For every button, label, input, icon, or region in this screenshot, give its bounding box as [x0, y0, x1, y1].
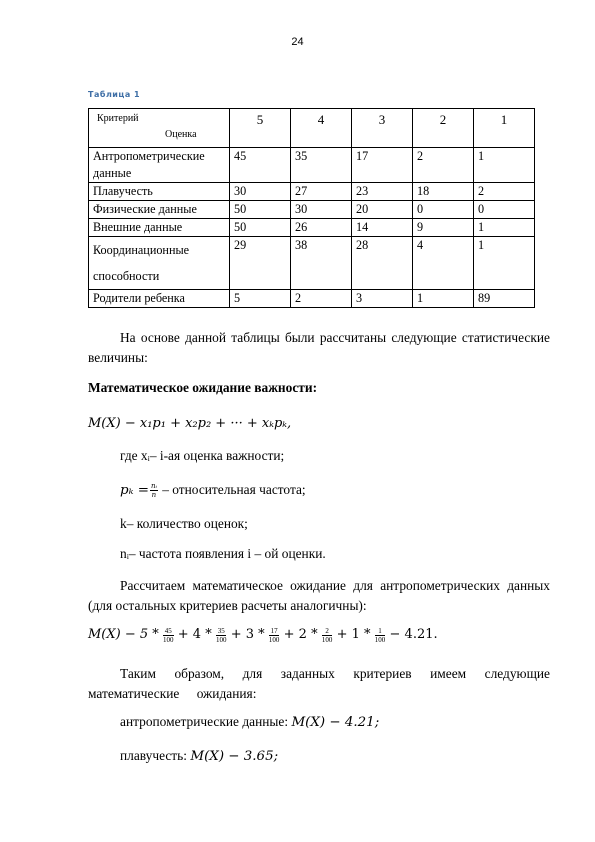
fraction-numerator: 2	[322, 627, 333, 636]
table-cell: 0	[474, 201, 535, 219]
conclusion-paragraph: Таким образом, для заданных критериев имеем следующие математические ожидания:	[88, 666, 550, 701]
table-cell: 89	[474, 290, 535, 308]
row-label: Родители ребенка	[89, 290, 230, 308]
row-label: Антропометрические данные	[89, 148, 230, 183]
table-cell: 50	[230, 201, 291, 219]
row-label: Координационные способности	[89, 237, 230, 290]
table-cell: 2	[474, 183, 535, 201]
row-label: Физические данные	[89, 201, 230, 219]
fraction-numerator: 17	[270, 626, 278, 635]
table-cell: 1	[413, 290, 474, 308]
column-header: 3	[352, 109, 413, 148]
table-cell: 14	[352, 219, 413, 237]
table-row	[89, 219, 535, 237]
table-caption: Таблица 1	[88, 90, 141, 99]
column-header: 1	[474, 109, 535, 148]
calculation-paragraph: Рассчитаем математическое ожидание для антропометрических данных (для остальных критериев расчеты аналогичны):	[88, 578, 550, 613]
table-cell: 1	[474, 148, 535, 183]
fraction	[322, 627, 333, 644]
table-cell: 38	[291, 237, 352, 290]
table-cell: 50	[230, 219, 291, 237]
definition-p-lhs: pₖ =	[120, 483, 149, 498]
fraction-numerator: 35	[217, 626, 225, 635]
fraction-denominator: 100	[163, 635, 174, 644]
page-number: 24	[291, 36, 304, 48]
formula-result: − 4.21.	[389, 627, 438, 642]
table-cell: 30	[291, 201, 352, 219]
evaluation-table	[88, 108, 535, 308]
fraction-denominator: 100	[321, 635, 333, 644]
table-cell: 2	[413, 148, 474, 183]
table-cell: 3	[352, 290, 413, 308]
calculation-formula	[88, 624, 438, 645]
formula-lhs: M(X) − 5 *	[88, 627, 159, 642]
header-rating: Оценка	[165, 129, 197, 140]
formula-operator: + 1 *	[336, 627, 371, 642]
table-cell: 23	[352, 183, 413, 201]
row-label: Плавучесть	[89, 183, 230, 201]
expectation-formula: M(X) − x₁p₁ + x₂p₂ + ··· + xₖpₖ,	[88, 416, 292, 431]
table-cell: 35	[291, 148, 352, 183]
definition-p	[120, 480, 306, 501]
formula-operator: + 4 *	[177, 627, 212, 642]
formula-operator: + 3 *	[230, 627, 265, 642]
definition-x: где xᵢ– i-ая оценка важности;	[120, 448, 285, 463]
definition-n: nᵢ– частота появления i – ой оценки.	[120, 546, 326, 561]
formula-operator: + 2 *	[283, 627, 318, 642]
result-value: M(X) − 4.21;	[291, 715, 380, 730]
fraction-denominator: 100	[268, 635, 280, 644]
definition-k: k– количество оценок;	[120, 516, 248, 531]
intro-paragraph: На основе данной таблицы были рассчитаны следующие статистические величины:	[88, 330, 550, 365]
fraction	[216, 627, 227, 644]
table-cell: 26	[291, 219, 352, 237]
fraction	[150, 482, 158, 499]
result-label: плавучесть:	[120, 748, 187, 763]
definition-p-text: – относительная частота;	[162, 482, 306, 497]
fraction	[163, 627, 174, 644]
table-cell: 1	[474, 237, 535, 290]
result-value: M(X) − 3.65;	[190, 749, 279, 764]
column-header: 4	[291, 109, 352, 148]
result-label: антропометрические данные:	[120, 714, 289, 729]
table-row	[89, 148, 535, 183]
table-cell: 45	[230, 148, 291, 183]
table-cell: 20	[352, 201, 413, 219]
table-row	[89, 237, 535, 290]
table-cell: 9	[413, 219, 474, 237]
table-cell: 27	[291, 183, 352, 201]
header-criterion: Критерий	[97, 113, 139, 124]
row-label: Внешние данные	[89, 219, 230, 237]
fraction	[375, 627, 386, 644]
table-cell: 4	[413, 237, 474, 290]
table-cell: 30	[230, 183, 291, 201]
table-cell: 2	[291, 290, 352, 308]
table-cell: 18	[413, 183, 474, 201]
fraction	[269, 627, 280, 644]
fraction-numerator: 45	[164, 626, 172, 635]
header-criterion-rating-cell	[89, 109, 230, 148]
table-row	[89, 201, 535, 219]
table-cell: 17	[352, 148, 413, 183]
fraction-denominator: n	[151, 491, 157, 500]
table-row	[89, 183, 535, 201]
table-cell: 29	[230, 237, 291, 290]
fraction-numerator: 1	[375, 627, 386, 636]
fraction-numerator: nᵢ	[150, 482, 157, 491]
result-buoyancy	[120, 746, 278, 767]
table-row	[89, 290, 535, 308]
table-cell: 1	[474, 219, 535, 237]
table-header-row	[89, 109, 535, 148]
table-cell: 5	[230, 290, 291, 308]
table-cell: 28	[352, 237, 413, 290]
section-heading: Математическое ожидание важности:	[88, 380, 318, 395]
table-cell: 0	[413, 201, 474, 219]
fraction-denominator: 100	[374, 635, 386, 644]
column-header: 2	[413, 109, 474, 148]
column-header: 5	[230, 109, 291, 148]
result-anthropometric	[120, 712, 379, 733]
fraction-denominator: 100	[215, 635, 227, 644]
